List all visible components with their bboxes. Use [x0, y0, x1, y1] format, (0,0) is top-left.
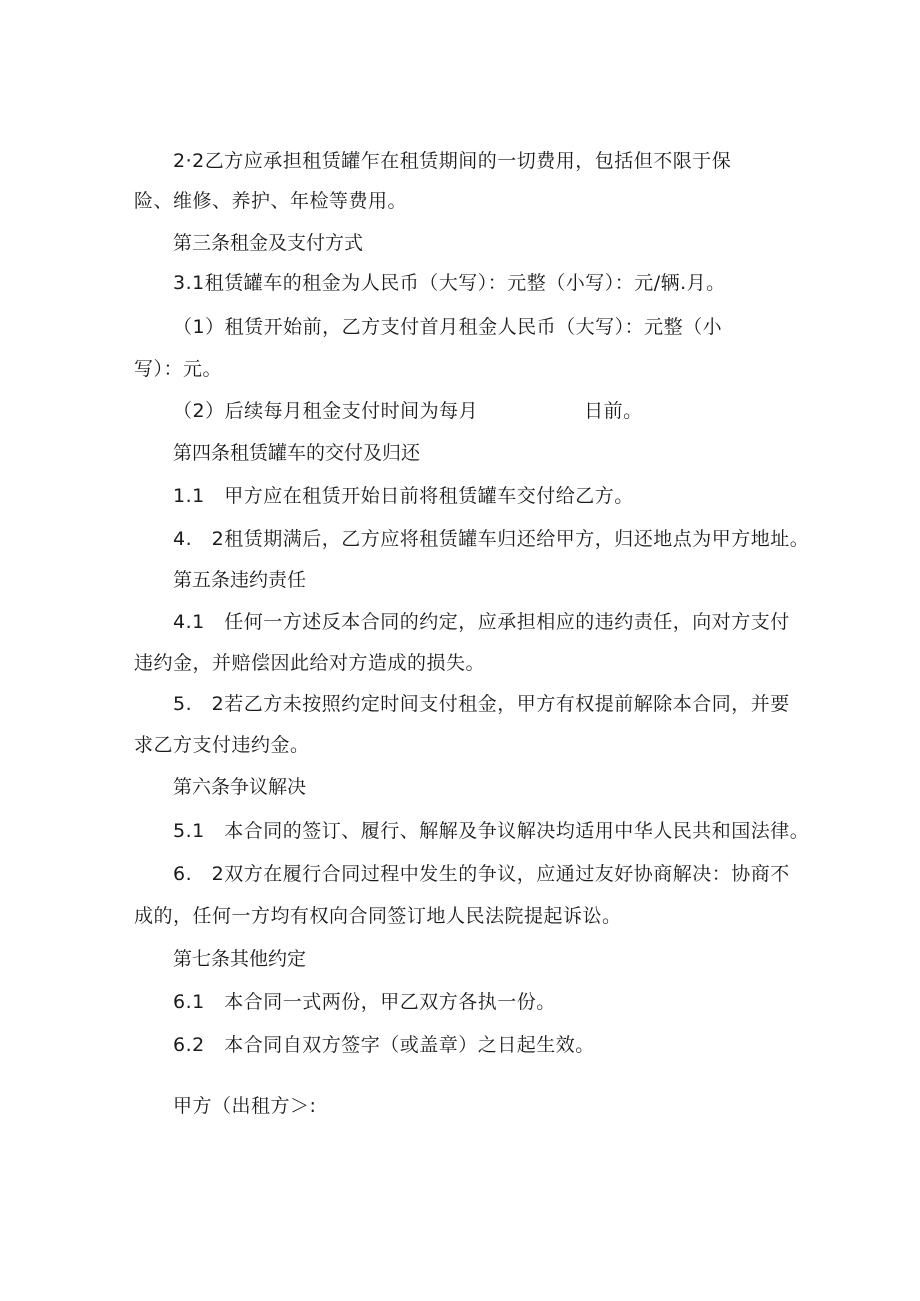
clause-6-2-line-2: 成的，任何一方均有权向合同签订地人民法院提起诉讼。: [134, 905, 622, 927]
clause-5-1-line-1: 4.1 任何一方述反本合同的约定，应承担相应的违约责任，向对方支付: [173, 611, 790, 633]
clause-3-item-2-tail: 日前。: [584, 400, 643, 422]
article-7-heading: 第七条其他约定: [173, 948, 307, 970]
party-a-signature-label: 甲方（出租方＞:: [173, 1095, 317, 1117]
article-6-heading: 第六条争议解决: [173, 776, 307, 798]
article-4-heading: 第四条租赁罐车的交付及归还: [173, 442, 421, 464]
article-5-heading: 第五条违约责任: [173, 569, 307, 591]
clause-3-item-1-line-1: （1）租赁开始前，乙方支付首月租金人民币（大写）：元整（小: [173, 316, 723, 338]
clause-5-2-line-2: 求乙方支付违约金。: [134, 734, 310, 756]
clause-2-2-line-2: 险、维修、养护、年检等费用。: [134, 190, 408, 212]
clause-5-2-line-1: 5. 2若乙方未按照约定时间支付租金，甲方有权提前解除本合同，并要: [173, 693, 790, 715]
clause-6-2-line-1: 6. 2双方在履行合同过程中发生的争议，应通过友好协商解决：协商不: [173, 863, 790, 885]
clause-3-item-1-line-2: 写）：元。: [134, 358, 223, 380]
clause-6-1: 5.1 本合同的签订、履行、解解及争议解决均适用中华人民共和国法律。: [173, 820, 810, 842]
clause-7-2: 6.2 本合同自双方签字（或盖章）之日起生效。: [173, 1034, 595, 1056]
clause-3-item-2-text: （2）后续每月租金支付时间为每月: [173, 400, 479, 422]
clause-7-1: 6.1 本合同一式两份，甲乙双方各执一份。: [173, 991, 556, 1013]
clause-2-2-line-1: 2·2乙方应承担租赁罐乍在租赁期间的一切费用，包括但不限于保: [173, 150, 732, 172]
clause-3-item-2: [173, 399, 643, 423]
clause-4-2: 4. 2租赁期满后，乙方应将租赁罐车归还给甲方，归还地点为甲方地址。: [173, 528, 810, 550]
article-3-heading: 第三条租金及支付方式: [173, 232, 364, 254]
clause-4-1: 1.1 甲方应在租赁开始日前将租赁罐车交付给乙方。: [173, 485, 634, 507]
clause-3-1: 3.1租赁罐车的租金为人民币（大写）：元整（小写）：元/辆.月。: [173, 272, 726, 294]
clause-5-1-line-2: 违约金，并赔偿因此给对方造成的损失。: [134, 652, 486, 674]
